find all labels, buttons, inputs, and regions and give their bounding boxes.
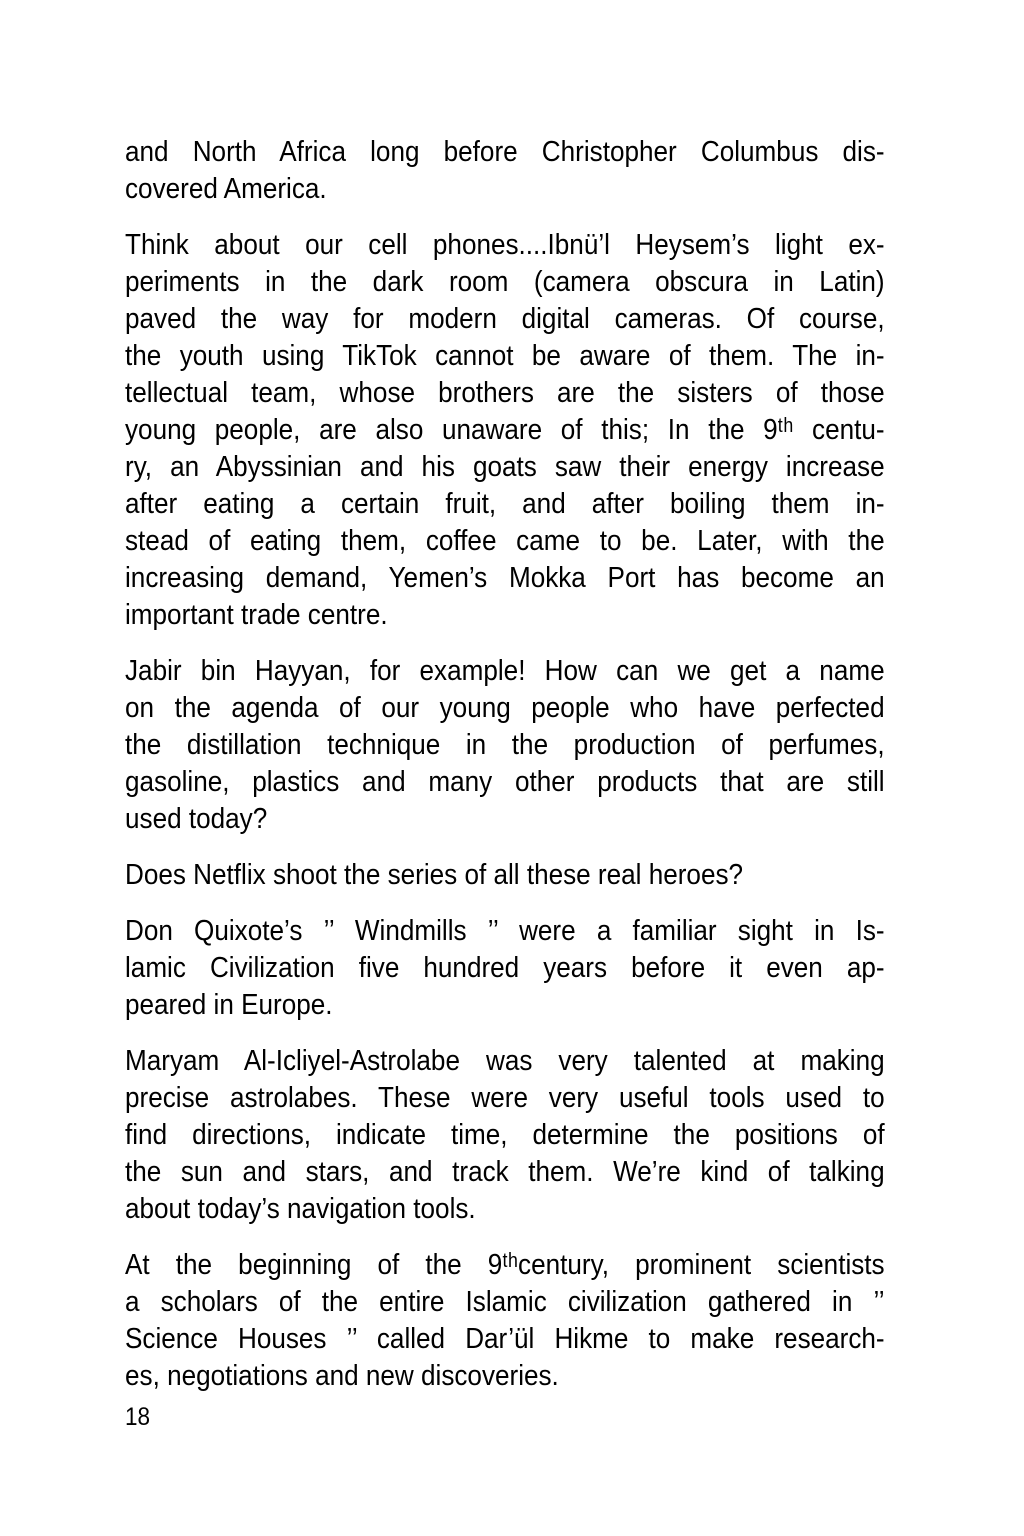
- text-line: Science Houses ’’ called Dar’ül Hikme to make research-: [125, 1323, 885, 1355]
- paragraphs: [125, 134, 885, 1395]
- page-number: 18: [125, 1403, 151, 1431]
- text-line: important trade centre.: [125, 599, 388, 631]
- text-line: young people, are also unaware of this; In the 9ᵗʰ centu-: [125, 414, 885, 446]
- text-line: the sun and stars, and track them. We’re kind of talking: [125, 1156, 885, 1188]
- text-line: Does Netflix shoot the series of all these real heroes?: [125, 859, 744, 891]
- text-line: the youth using TikTok cannot be aware of them. The in-: [125, 340, 885, 372]
- paragraph: [125, 1043, 885, 1228]
- text-line: covered America.: [125, 173, 327, 205]
- text-line: lamic Civilization five hundred years before it even ap-: [125, 952, 885, 984]
- text-line: tellectual team, whose brothers are the sisters of those: [125, 377, 885, 409]
- paragraph: [125, 1247, 885, 1395]
- paragraph: [125, 913, 885, 1024]
- text-line: find directions, indicate time, determine the positions of: [125, 1119, 885, 1151]
- text-line: peared in Europe.: [125, 989, 333, 1021]
- text-line: paved the way for modern digital cameras. Of course,: [125, 303, 885, 335]
- text-line: increasing demand, Yemen’s Mokka Port has become an: [125, 562, 885, 594]
- text-line: after eating a certain fruit, and after boiling them in-: [125, 488, 885, 520]
- text-line: Don Quixote’s ’’ Windmills ’’ were a familiar sight in Is-: [125, 915, 885, 947]
- paragraph: [125, 227, 885, 634]
- text-block: [125, 134, 885, 1432]
- text-line: on the agenda of our young people who have perfected: [125, 692, 885, 724]
- text-line: used today?: [125, 803, 268, 835]
- text-line: Jabir bin Hayyan, for example! How can we get a name: [125, 655, 885, 687]
- text-line: Maryam Al-Icliyel-Astrolabe was very talented at making: [125, 1045, 885, 1077]
- text-line: Think about our cell phones....Ibnü’l Heysem’s light ex-: [125, 229, 885, 261]
- text-line: and North Africa long before Christopher Columbus dis-: [125, 136, 885, 168]
- text-line: gasoline, plastics and many other products that are still: [125, 766, 885, 798]
- paragraph: [125, 134, 885, 208]
- text-line: a scholars of the entire Islamic civilization gathered in ’’: [125, 1286, 885, 1318]
- text-line: At the beginning of the 9ᵗʰcentury, prominent scientists: [125, 1249, 885, 1281]
- text-line: precise astrolabes. These were very useful tools used to: [125, 1082, 885, 1114]
- text-line: the distillation technique in the production of perfumes,: [125, 729, 885, 761]
- text-line: periments in the dark room (camera obscura in Latin): [125, 266, 885, 298]
- text-line: about today’s navigation tools.: [125, 1193, 476, 1225]
- text-line: stead of eating them, coffee came to be. Later, with the: [125, 525, 885, 557]
- text-line: es, negotiations and new discoveries.: [125, 1360, 559, 1392]
- text-line: ry, an Abyssinian and his goats saw their energy increase: [125, 451, 885, 483]
- paragraph: [125, 653, 885, 838]
- paragraph: [125, 857, 885, 894]
